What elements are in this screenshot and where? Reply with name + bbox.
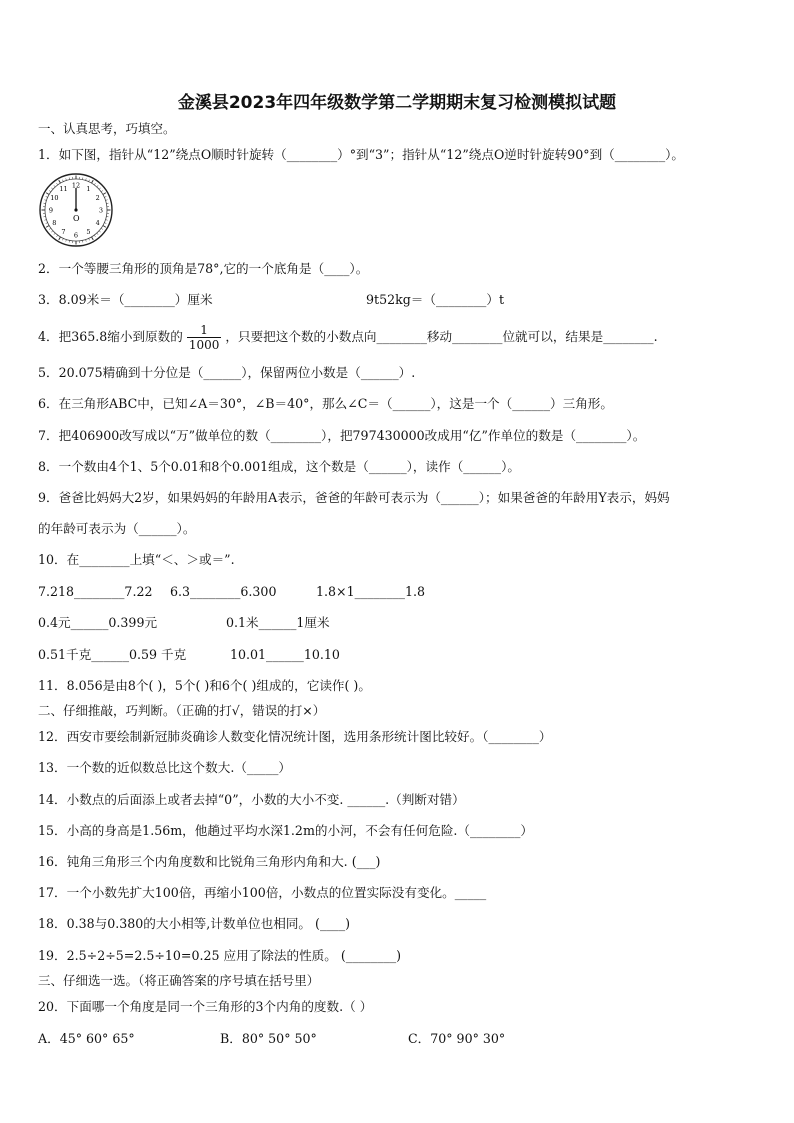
- clock-tick: [56, 183, 57, 185]
- question-13: 13．一个数的近似数总比这个数大.（_____）: [38, 760, 292, 775]
- question-2: 2．一个等腰三角形的顶角是78°,它的一个底角是（____）。: [38, 261, 369, 276]
- clock-number: 6: [73, 231, 79, 240]
- clock-tick: [89, 238, 90, 240]
- option-a: A．45° 60° 65°: [38, 1031, 135, 1046]
- clock-tick: [66, 239, 67, 241]
- question-14: 14．小数点的后面添上或者去掉“0”，小数的大小不变. ______.（判断对错）: [38, 792, 465, 807]
- question-3-part-b: 9t52kg＝（________）t: [366, 292, 505, 307]
- page-title: 金溪县2023年四年级数学第二学期期末复习检测模拟试题: [177, 93, 617, 113]
- clock-number: 9: [48, 206, 54, 215]
- clock-tick: [103, 226, 106, 228]
- option-b: B．80° 50° 50°: [220, 1031, 317, 1046]
- question-12: 12．西安市要绘制新冠肺炎确诊人数变化情况统计图，选用条形统计图比较好。（________）: [38, 729, 552, 744]
- question-16: 16．钝角三角形三个内角度数和比锐角三角形内角和大. (___): [38, 854, 381, 869]
- section-1-heading: 一、认真思考，巧填空。: [38, 121, 176, 136]
- compare-item: 0.1米______1厘米: [226, 615, 330, 630]
- clock-tick: [56, 235, 57, 237]
- section-2-heading: 二、仔细推敲，巧判断。（正确的打√，错误的打×）: [38, 703, 326, 718]
- clock-tick: [94, 183, 95, 185]
- clock-tick: [92, 237, 94, 240]
- question-4-pre: 4．把365.8缩小到原数的: [38, 329, 183, 344]
- question-4-post: ，只要把这个数的小数点向________移动________位就可以，结果是________.: [225, 329, 658, 344]
- clock-tick: [49, 228, 51, 229]
- question-5: 5．20.075精确到十分位是（______），保留两位小数是（______）.: [38, 365, 416, 380]
- question-17: 17．一个小数先扩大100倍，再缩小100倍，小数点的位置实际没有变化。_____: [38, 885, 487, 900]
- clock-tick: [97, 185, 98, 187]
- question-4: [38, 322, 770, 352]
- clock-number: 8: [52, 219, 57, 227]
- clock-tick: [86, 178, 87, 180]
- clock-tick: [104, 196, 106, 197]
- clock-tick: [94, 235, 95, 237]
- clock-tick: [62, 238, 63, 240]
- clock-number: 2: [95, 194, 100, 202]
- clock-number: 5: [86, 228, 91, 237]
- clock-number: 1: [86, 184, 91, 193]
- clock-tick: [46, 226, 49, 228]
- clock-center: [74, 208, 77, 211]
- clock-tick: [51, 188, 53, 189]
- clock-tick: [104, 223, 106, 224]
- question-9-line-1: 9．爸爸比妈妈大2岁，如果妈妈的年龄用A表示，爸爸的年龄可表示为（______）；如果爸爸的年龄用Y表示，妈妈: [38, 490, 670, 505]
- question-10: 10．在________上填“＜、＞或＝”.: [38, 552, 235, 567]
- clock-number: 4: [95, 219, 100, 227]
- question-7: 7．把406900改写成以“万”做单位的数（________），把797430000改成用“亿”作单位的数是（________）。: [38, 428, 646, 443]
- fraction: [187, 323, 222, 352]
- clock-tick: [54, 185, 55, 187]
- clock-tick: [103, 193, 106, 195]
- section-3-heading: 三、仔细选一选。（将正确答案的序号填在括号里）: [38, 973, 320, 988]
- clock-tick: [44, 200, 46, 201]
- question-3-part-a: 3．8.09米＝（________）厘米: [38, 292, 213, 307]
- clock-number: 10: [50, 194, 59, 202]
- clock-number: 3: [98, 206, 104, 215]
- compare-item: 0.4元______0.399元: [38, 615, 158, 630]
- question-9-line-2: 的年龄可表示为（______）。: [38, 521, 196, 536]
- clock-tick: [86, 239, 87, 241]
- clock-tick: [105, 200, 107, 201]
- compare-item: 1.8×1________1.8: [316, 584, 425, 599]
- clock-center-label: O: [73, 214, 80, 223]
- compare-item: 6.3________6.300: [170, 584, 277, 599]
- question-8: 8．一个数由4个1、5个0.01和8个0.001组成，这个数是（______），读作（______）。: [38, 459, 520, 474]
- clock-tick: [49, 190, 51, 191]
- clock-tick: [105, 220, 107, 221]
- clock-tick: [59, 237, 61, 240]
- clock-tick: [97, 233, 98, 235]
- question-1: 1．如下图，指针从“12”绕点O顺时针旋转（________）°到“3”；指针从“12”绕点O逆时针旋转90°到（________）。: [38, 147, 685, 162]
- clock-tick: [44, 220, 46, 221]
- clock-tick: [51, 231, 53, 232]
- question-3: [38, 292, 770, 308]
- clock-tick: [54, 233, 55, 235]
- compare-item: 10.01______10.10: [230, 647, 340, 662]
- clock-diagram: [38, 172, 114, 248]
- clock-tick: [101, 228, 103, 229]
- clock-tick: [101, 190, 103, 191]
- clock-tick: [62, 180, 63, 182]
- clock-number: 12: [71, 181, 81, 190]
- clock-tick: [66, 178, 67, 180]
- question-11: 11．8.056是由8个( )，5个( )和6个( )组成的，它读作( )。: [38, 678, 371, 693]
- fraction-numerator: 1: [187, 323, 222, 338]
- clock-number: 11: [59, 184, 68, 193]
- clock-tick: [99, 231, 101, 232]
- question-18: 18．0.38与0.380的大小相等,计数单位也相同。 (____): [38, 916, 351, 931]
- question-20: 20．下面哪一个角度是同一个三角形的3个内角的度数.（ ）: [38, 999, 373, 1014]
- compare-item: 7.218________7.22: [38, 584, 153, 599]
- option-c: C．70° 90° 30°: [408, 1031, 506, 1046]
- clock-number: 7: [61, 228, 66, 237]
- fraction-denominator: 1000: [188, 338, 220, 352]
- clock-tick: [99, 188, 101, 189]
- compare-item: 0.51千克______0.59 千克: [38, 647, 187, 662]
- clock-tick: [46, 196, 48, 197]
- clock-tick: [92, 180, 94, 183]
- clock-tick: [46, 193, 49, 195]
- clock-tick: [89, 180, 90, 182]
- clock-tick: [59, 180, 61, 183]
- question-19: 19．2.5÷2÷5=2.5÷10=0.25 应用了除法的性质。 (________): [38, 948, 402, 963]
- question-6: 6．在三角形ABC中，已知∠A＝30°，∠B＝40°，那么∠C＝（______），这是一个（______）三角形。: [38, 396, 613, 411]
- question-15: 15．小高的身高是1.56m，他趟过平均水深1.2m的小河，不会有任何危险.（________）: [38, 823, 533, 838]
- clock-tick: [46, 223, 48, 224]
